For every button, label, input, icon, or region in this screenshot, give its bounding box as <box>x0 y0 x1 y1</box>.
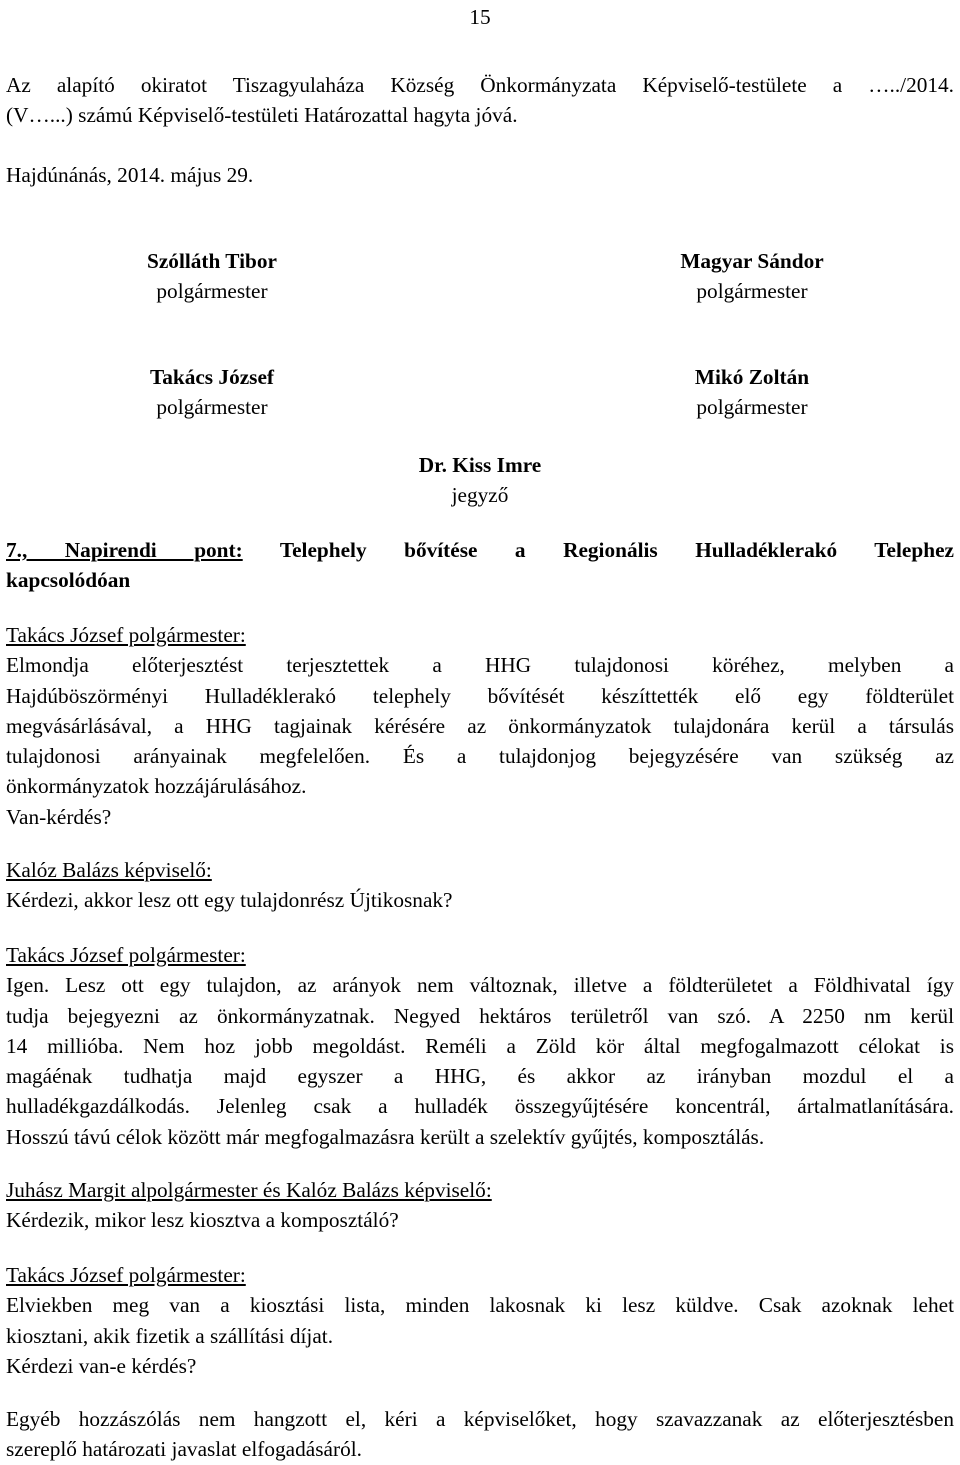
speaker-label: Takács József polgármester: <box>6 623 246 647</box>
speech-line: Elmondja előterjesztést terjesztettek a HHG tulajdonosi köréhez, melyben a <box>6 653 954 678</box>
speech-line: Elviekben meg van a kiosztási lista, minden lakosnak ki lesz küldve. Csak azoknak lehet <box>6 1293 954 1318</box>
signatory-name: Takács József <box>149 365 275 389</box>
speech-line: Kérdezi van-e kérdés? <box>6 1353 197 1378</box>
signatory-title: polgármester <box>696 279 808 304</box>
speech-block <box>6 620 954 832</box>
signature-block-2 <box>602 246 902 307</box>
signatory-name: Mikó Zoltán <box>694 365 810 389</box>
agenda-title-line-2: kapcsolódóan <box>6 568 131 593</box>
signature-block-4 <box>602 362 902 423</box>
speech-line: tulajdonosi arányainak megfelelően. És a tulajdonjog bejegyzésére van szükség az <box>6 744 954 769</box>
speaker-label: Juhász Margit alpolgármester és Kalóz Balázs képviselő: <box>6 1178 492 1202</box>
speech-line: megvásárlásával, a HHG tagjainak kérésére az önkormányzatok tulajdonára kerül a társulás <box>6 713 954 738</box>
signature-block-3 <box>62 362 362 423</box>
intro-paragraph <box>6 70 954 131</box>
page-number: 15 <box>469 5 491 29</box>
speech-block <box>6 855 954 916</box>
speech-line: Kérdezi, akkor lesz ott egy tulajdonrész Újtikosnak? <box>6 888 453 913</box>
speech-line: Kérdezik, mikor lesz kiosztva a komposztáló? <box>6 1208 399 1233</box>
speaker-label: Takács József polgármester: <box>6 943 246 967</box>
place-date: Hajdúnánás, 2014. május 29. <box>6 163 254 187</box>
signatory-title: jegyző <box>451 483 509 508</box>
signatory-name: Magyar Sándor <box>680 249 824 273</box>
closing-paragraph <box>6 1404 954 1465</box>
speech-line: tudja bejegyezni az önkormányzatnak. Negyed hektáros területről van szó. A 2250 nm kerül <box>6 1003 954 1028</box>
signatory-title: polgármester <box>156 395 268 420</box>
speech-line: 14 millióba. Nem hoz jobb megoldást. Reméli a Zöld kör által megfogalmazott célokat is <box>6 1033 954 1058</box>
signatory-title: polgármester <box>156 279 268 304</box>
speech-line: Hajdúböszörményi Hulladéklerakó telephely bővítését készíttették elő egy földterület <box>6 683 954 708</box>
speech-line: Igen. Lesz ott egy tulajdon, az arányok nem változnak, illetve a földterületet a Földhivatal így <box>6 973 954 998</box>
speech-line: magáénak tudhatja majd egyszer a HHG, és akkor az irányban mozdul el a <box>6 1064 954 1089</box>
speaker-label: Kalóz Balázs képviselő: <box>6 858 212 882</box>
speech-block <box>6 1175 954 1236</box>
speech-line: önkormányzatok hozzájárulásához. <box>6 774 307 799</box>
agenda-number: 7., Napirendi pont: <box>6 538 243 562</box>
closing-line-1: Egyéb hozzászólás nem hangzott el, kéri a képviselőket, hogy szavazzanak az előterjesztésben <box>6 1407 954 1431</box>
intro-line-2: (V…...) számú Képviselő-testületi Határozattal hagyta jóvá. <box>6 103 518 128</box>
speech-block <box>6 1260 954 1381</box>
signature-block-1 <box>62 246 362 307</box>
signature-block-5 <box>330 450 630 511</box>
agenda-heading-line-1 <box>6 535 954 565</box>
speech-line: hulladékgazdálkodás. Jelenleg csak a hulladék összegyűjtésére koncentrál, ártalmatlanítására. <box>6 1094 954 1119</box>
closing-line-2: szereplő határozati javaslat elfogadásáról. <box>6 1437 362 1462</box>
speaker-label: Takács József polgármester: <box>6 1263 246 1287</box>
agenda-title: Telephely bővítése a Regionális Hulladéklerakó Telephez <box>279 538 954 562</box>
signatory-name: Szólláth Tibor <box>147 249 277 273</box>
speech-block <box>6 940 954 1152</box>
signatory-title: polgármester <box>696 395 808 420</box>
speech-line: Hosszú távú célok között már megfogalmazásra került a szelektív gyűjtés, komposztálás. <box>6 1124 765 1149</box>
speech-line: Van-kérdés? <box>6 804 112 829</box>
intro-line-1: Az alapító okiratot Tiszagyulaháza Község Önkormányzata Képviselő-testülete a …../2014. <box>6 73 954 97</box>
speech-line: kiosztani, akik fizetik a szállítási díjat. <box>6 1323 334 1348</box>
signatory-name: Dr. Kiss Imre <box>418 453 542 477</box>
agenda-heading <box>6 535 954 596</box>
